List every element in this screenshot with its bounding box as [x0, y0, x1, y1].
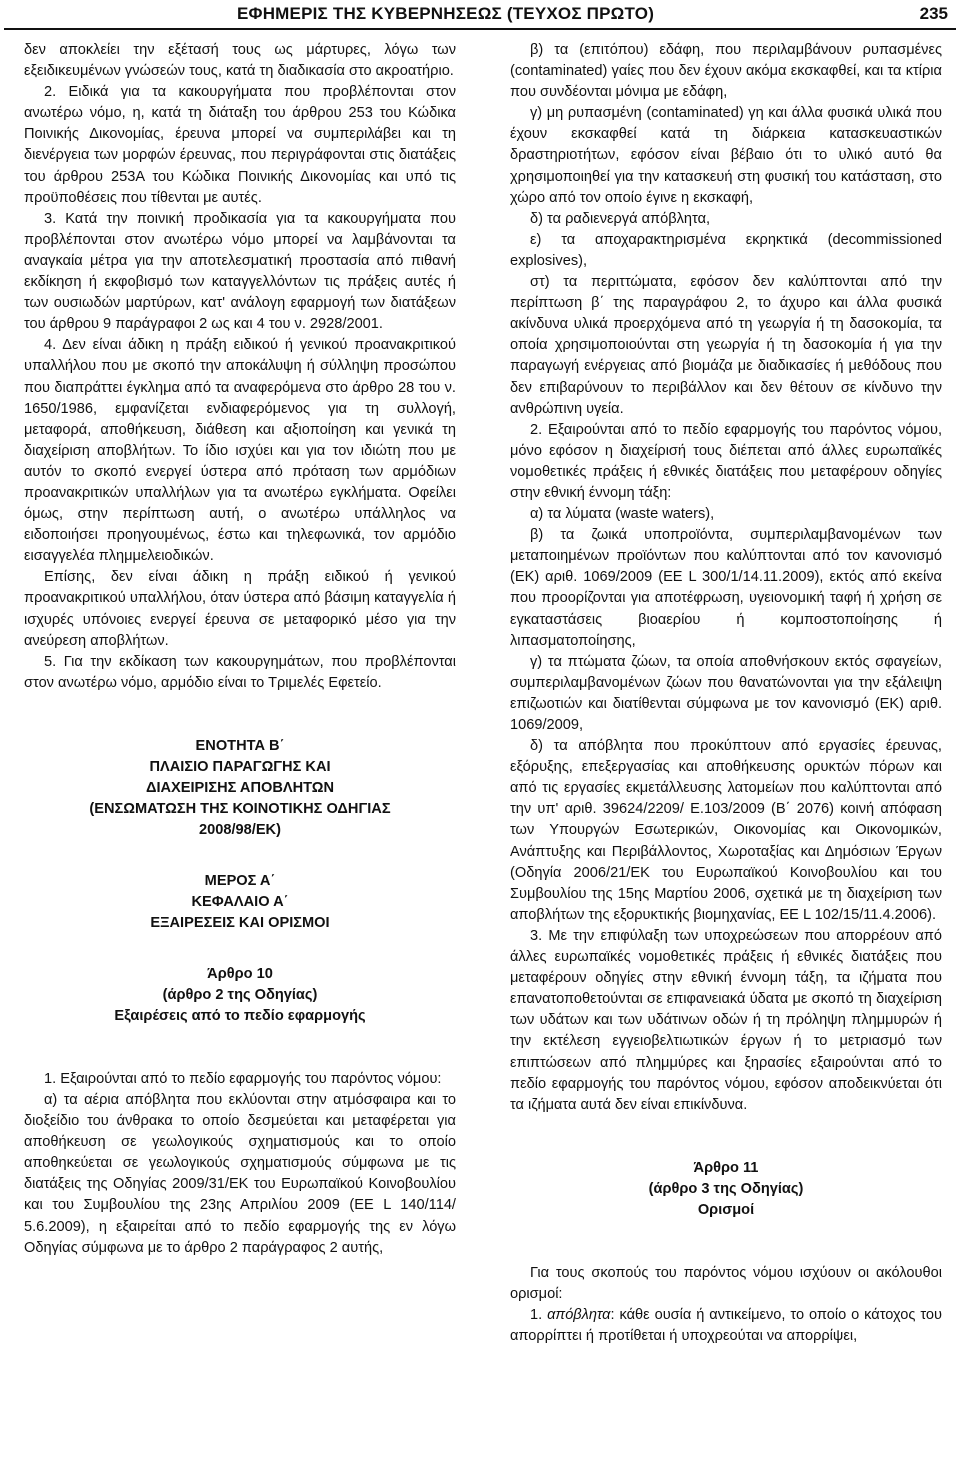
- heading-line: ΕΝΟΤΗΤΑ Β΄: [195, 737, 285, 754]
- definition-number: 1.: [530, 1306, 548, 1323]
- gazette-title: ΕΦΗΜΕΡΙΣ ΤΗΣ ΚΥΒΕΡΝΗΣΕΩΣ (ΤΕΥΧΟΣ ΠΡΩΤΟ): [237, 4, 655, 23]
- paragraph: Για τους σκοπούς του παρόντος νόμου ισχύουν οι ακόλουθοι ορισμοί:: [510, 1264, 942, 1302]
- paragraph: δ) τα ραδιενεργά απόβλητα,: [530, 210, 711, 227]
- paragraph: 2. Εξαιρούνται από το πεδίο εφαρμογής του παρόντος νόμου, μόνο εφόσον η διαχείρισή τους διέπεται από άλλες ευρωπαϊκές νομοθετικές πράξεις ή εθνικές διατάξεις που μεταφέρουν οδηγίες στην εθνική έννομη τάξη:: [510, 421, 942, 501]
- article-heading: [24, 964, 456, 1027]
- definition-term: απόβλητα: [547, 1306, 611, 1323]
- heading-line: (άρθρο 3 της Οδηγίας): [648, 1180, 804, 1197]
- heading-line: ΔΙΑΧΕΙΡΙΣΗΣ ΑΠΟΒΛΗΤΩΝ: [145, 779, 335, 796]
- right-column: [510, 40, 942, 1347]
- heading-line: 2008/98/ΕΚ): [199, 821, 281, 838]
- paragraph: β) τα ζωικά υποπροϊόντα, συμπεριλαμβανομένων των μεταποιημένων προϊόντων που καλύπτονται από τον κανονισμό (ΕΚ) αριθ. 1069/2009 (ΕΕ L 300/1/14.11.2009), εκτός από εκείνα που προορίζονται για αποτέφρωση, υγειονομική ταφή ή χρήση σε εγκαταστάσεις βιοαερίου ή κομποστοποίησης ή λιπασματοποίησης,: [510, 527, 942, 649]
- heading-line: ΚΕΦΑΛΑΙΟ Α΄: [191, 893, 289, 910]
- paragraph: 3. Κατά την ποινική προδικασία για τα κακουργήματα που προβλέπονται στον ανωτέρω νόμο μπορεί να λαμβάνονται τα αναγκαία μέτρα για την αποτελεσματική προστασία από πιθανή εκδίκηση ή εκφοβισμό των καταγγελλόντων τις πράξεις αυτές ή των ουσιωδών μαρτύρων, κατ' ανάλογη εφαρμογή των διατάξεων του άρθρου 9 παράγραφοι 2 ως και 4 του ν. 2928/2001.: [24, 210, 456, 333]
- definition-text: : κάθε ουσία ή αντικείμενο, το οποίο ο κάτοχος του απορρίπτει ή προτίθεται ή υποχρεούται να απορρίψει,: [510, 1306, 942, 1345]
- paragraph: 1. Εξαιρούνται από το πεδίο εφαρμογής του παρόντος νόμου:: [44, 1070, 442, 1087]
- heading-line: ΕΞΑΙΡΕΣΕΙΣ ΚΑΙ ΟΡΙΣΜΟΙ: [150, 914, 330, 931]
- heading-line: (άρθρο 2 της Οδηγίας): [162, 986, 318, 1003]
- paragraph: α) τα αέρια απόβλητα που εκλύονται στην ατμόσφαιρα και το διοξείδιο του άνθρακα το οποίο δεσμεύεται και μεταφέρεται για αποθήκευση σε γεωλογικούς σχηματισμούς και το οποίο αποθηκεύεται σε γεωλογικούς σχηματισμούς σύμφωνα με τις διατάξεις της Οδηγίας 2009/31/ΕΚ του Ευρωπαϊκού Κοινοβουλίου και του Συμβουλίου της 23ης Απριλίου 2009 (EE L 140/114/ 5.6.2009), η εξαιρείται από το πεδίο εφαρμογής της εν λόγω Οδηγίας σύμφωνα με το άρθρο 2 παράγραφος 2 αυτής,: [24, 1092, 456, 1256]
- paragraph: 4. Δεν είναι άδικη η πράξη ειδικού ή γενικού προανακριτικού υπαλλήλου που με σκοπό την αποκάλυψη ή σύλληψη προσώπου που διαπράττει έγκλημα από τα αναφερόμενα στο άρθρο 28 του ν. 1650/1986, εμφανίζεται ενδιαφερόμενος για τη συλλογή, μεταφορά, αποθήκευση, διάθεση και αξιοποίηση και γενικά τη διαχείριση αποβλήτων. Το ίδιο ισχύει και για τον ιδιώτη που με αυτόν το σκοπό ενεργεί ύστερα από πρόταση των αρμόδιων προανακριτικών υπαλλήλων για τα ανωτέρω εγκλήματα. Οφείλει όμως, στην περίπτωση αυτή, ο ανωτέρω υπάλληλος να ειδοποιήσει προηγουμένως, έστω και τηλεφωνικά, τον αρμόδιο εισαγγελέα πλημμελειοδικών.: [24, 337, 456, 565]
- page-number: 235: [919, 4, 948, 23]
- paragraph: 3. Με την επιφύλαξη των υποχρεώσεων που απορρέουν από άλλες ευρωπαϊκές νομοθετικές πράξεις ή εθνικές διατάξεις που μεταφέρουν οδηγίες στην εθνική έννομη τάξη, τα ιζήματα που επανατοποθετούνται σε επιφανειακά ύδατα με σκοπό τη διαχείριση των υδάτων και των υδάτινων οδών ή τη πρόληψη πλημμυρών ή την εκτέλεση εγγειοβελτιωτικών έργων ή το μετριασμό των επιπτώσεων από πλημμύρες και ξηρασίες εξαιρούνται από το πεδίο εφαρμογής του παρόντος νόμου, εφόσον αποδεικνύεται ότι τα ιζήματα αυτά δεν είναι επικίνδυνα.: [510, 927, 942, 1113]
- paragraph: β) τα (επιτόπου) εδάφη, που περιλαμβάνουν ρυπασμένες (contaminated) γαίες που δεν έχουν ακόμα εκσκαφθεί, και τα κτίρια που συνδέονται μόνιμα με εδάφη,: [510, 42, 942, 101]
- paragraph: γ) μη ρυπασμένη (contaminated) γη και άλλα φυσικά υλικά που έχουν εκσκαφθεί κατά τη διάρκεια κατασκευαστικών δραστηριοτήτων, εφόσον είναι βέβαιο ότι το υλικό αυτό θα χρησιμοποιηθεί για την κατασκευή στη φυσική του κατάσταση, στο χώρο από τον οποίο έγινε η εκσκαφή,: [510, 105, 942, 206]
- heading-line: ΜΕΡΟΣ Α΄: [204, 872, 276, 889]
- page-header: [0, 0, 960, 30]
- part-heading: [24, 871, 456, 934]
- heading-line: Άρθρο 10: [207, 965, 273, 982]
- paragraph: γ) τα πτώματα ζώων, τα οποία αποθνήσκουν εκτός σφαγείων, συμπεριλαμβανομένων ζώων που θανατώνονται για την εξάλειψη επιζωοτιών και διατίθενται σύμφωνα με τον κανονισμό (ΕΚ) αριθ. 1069/2009,: [510, 653, 942, 733]
- paragraph: Επίσης, δεν είναι άδικη η πράξη ειδικού ή γενικού προανακριτικού υπαλλήλου, όταν ύστερα από βάσιμη καταγγελία ή ισχυρές υπόνοιες ενεργεί έρευνα σε μεταφορικό μέσο για την ανεύρεση αποβλήτων.: [24, 569, 456, 649]
- definition-paragraph: [510, 1305, 942, 1347]
- article-heading: [510, 1158, 942, 1221]
- paragraph: α) τα λύματα (waste waters),: [530, 506, 715, 523]
- paragraph: 5. Για την εκδίκαση των κακουργημάτων, που προβλέπονται στον ανωτέρω νόμο, αρμόδιο είναι το Τριμελές Εφετείο.: [24, 653, 456, 691]
- heading-line: (ΕΝΣΩΜΑΤΩΣΗ ΤΗΣ ΚΟΙΝΟΤΙΚΗΣ ΟΔΗΓΙΑΣ: [89, 800, 391, 817]
- heading-line: ΠΛΑΙΣΙΟ ΠΑΡΑΓΩΓΗΣ ΚΑΙ: [149, 758, 331, 775]
- paragraph: στ) τα περιττώματα, εφόσον δεν καλύπτονται από την περίπτωση β΄ της παραγράφου 2, το άχυρο και άλλα φυσικά ακίνδυνα υλικά προερχόμενα από τη γεωργία ή τη δασοκομία, τα οποία χρησιμοποιούνται στη γεωργία ή τη δασοκομία ή για την παραγωγή ενέργειας από βιομάζα με διαδικασίες ή μεθόδους που δεν επιβαρύνουν το περιβάλλον και δεν θέτουν σε κίνδυνο την ανθρώπινη υγεία.: [510, 274, 942, 417]
- paragraph: δεν αποκλείει την εξέτασή τους ως μάρτυρες, λόγω των εξειδικευμένων γνώσεών τους, κατά τη διαδικασία στο ακροατήριο.: [24, 42, 456, 80]
- section-heading: [24, 736, 456, 841]
- left-column: [24, 40, 456, 1259]
- heading-line: Ορισμοί: [697, 1201, 755, 1218]
- header-rule: [4, 28, 956, 30]
- paragraph: δ) τα απόβλητα που προκύπτουν από εργασίες έρευνας, εξόρυξης, επεξεργασίας και αποθήκευσης ορυκτών πόρων και από τις εργασίες εκμετάλλευσης λατομείων που καλύπτονται από την υπ' αριθ. 39624/2209/ Ε.103/2009 (Β΄ 2076) κοινή απόφαση των Υπουργών Εσωτερικών, Οικονομίας και Οικονομικών, Ανάπτυξης και Περιβάλλοντος, Χωροταξίας και Δημόσιων Έργων (Οδηγία 2006/21/ΕΚ του Ευρωπαϊκού Κοινοβουλίου και του Συμβουλίου της 15ης Μαρτίου 2006, σχετικά με τη διαχείριση των αποβλήτων της εξορυκτικής βιομηχανίας, ΕΕ L 102/15/11.4.2006).: [510, 738, 942, 923]
- paragraph: 2. Ειδικά για τα κακουργήματα που προβλέπονται στον ανωτέρω νόμο, η, κατά τη διάταξη του άρθρου 253 του Κώδικα Ποινικής Δικονομίας, έρευνα μπορεί να συμπεριλάβει και τη διενέργεια των μορφών έρευνας, που περιγράφονται στις διατάξεις του άρθρου 253Α του Κώδικα Ποινικής Δικονομίας και υπό τις προϋποθέσεις που τίθενται με αυτές.: [24, 84, 456, 206]
- heading-line: Άρθρο 11: [693, 1159, 759, 1176]
- paragraph: ε) τα αποχαρακτηρισμένα εκρηκτικά (decommissioned explosives),: [510, 231, 942, 269]
- heading-line: Εξαιρέσεις από το πεδίο εφαρμογής: [114, 1007, 366, 1024]
